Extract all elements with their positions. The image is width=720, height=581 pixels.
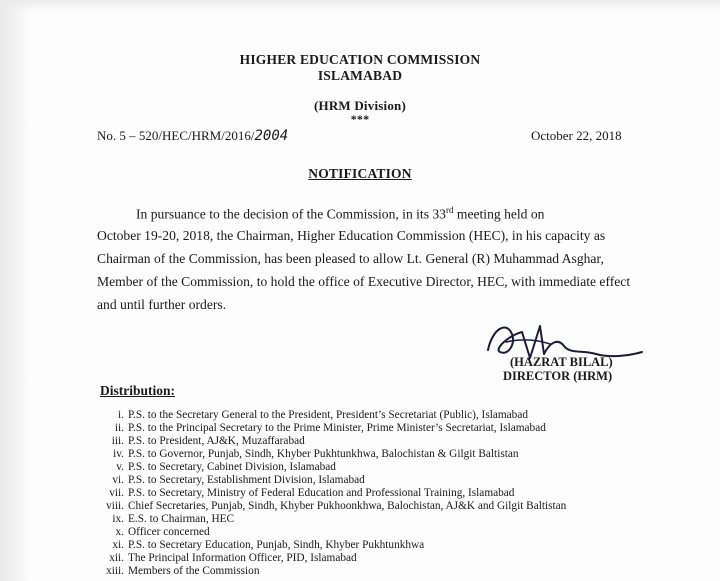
list-item: viii. Chief Secretaries, Punjab, Sindh, Khyber Pukhoonkhwa, Balochistan, AJ&K and Gilgit Baltistan <box>106 500 567 512</box>
notification-title: NOTIFICATION <box>308 166 412 181</box>
org-name: HIGHER EDUCATION COMMISSION <box>239 52 481 67</box>
body-line: Chairman of the Commission, has been pleased to allow Lt. General (R) Muhammad Asghar, <box>97 251 604 266</box>
body-line: October 19-20, 2018, the Chairman, Higher Education Commission (HEC), in his capacity as <box>97 228 606 243</box>
body-line: and until further orders. <box>97 297 227 312</box>
reference-number-handwritten: 2004 <box>254 128 289 144</box>
list-item: xi. P.S. to Secretary Education, Punjab, Sindh, Khyber Pukhtunkhwa <box>112 539 425 551</box>
reference-number-printed: No. 5 – 520/HEC/HRM/2016/ <box>97 128 255 143</box>
list-item: xii. The Principal Information Officer, PID, Islamabad <box>109 552 357 564</box>
issue-date: October 22, 2018 <box>531 128 622 143</box>
list-item: iv. P.S. to Governor, Punjab, Sindh, Khyber Pukhtunkhwa, Balochistan & Gilgit Baltistan <box>113 448 519 460</box>
page-shadow-top <box>0 0 720 12</box>
body-line: In pursuance to the decision of the Commission, in its 33rd meeting held on <box>136 205 545 222</box>
signatory-designation: DIRECTOR (HRM) <box>503 369 613 383</box>
list-item: i. P.S. to the Secretary General to the President, President’s Secretariat (Public), Islamabad <box>118 409 528 421</box>
list-item: xiii. Members of the Commission <box>106 565 260 577</box>
distribution-heading: Distribution: <box>100 383 176 398</box>
list-item: vi. P.S. to Secretary, Establishment Division, Islamabad <box>112 474 365 486</box>
list-item: ix. E.S. to Chairman, HEC <box>112 513 235 525</box>
list-item: x. Officer concerned <box>115 526 210 538</box>
division-name: (HRM Division) <box>314 98 406 113</box>
org-city: ISLAMABAD <box>317 68 403 83</box>
body-line: Member of the Commission, to hold the office of Executive Director, HEC, with immediate effect <box>97 274 631 289</box>
list-item: vii. P.S. to Secretary, Ministry of Federal Education and Professional Training, Islamabad <box>109 487 515 499</box>
list-item: ii. P.S. to the Principal Secretary to the Prime Minister, Prime Minister’s Secretariat, Islamabad <box>114 422 546 434</box>
signatory-name: (HAZRAT BILAL) <box>510 355 613 369</box>
page-shadow-left <box>0 0 28 581</box>
list-item: iii. P.S. to President, AJ&K, Muzaffarabad <box>111 435 305 447</box>
reference-number <box>97 128 288 144</box>
header-stars: *** <box>350 112 370 126</box>
list-item: v. P.S. to Secretary, Cabinet Division, Islamabad <box>116 461 336 473</box>
